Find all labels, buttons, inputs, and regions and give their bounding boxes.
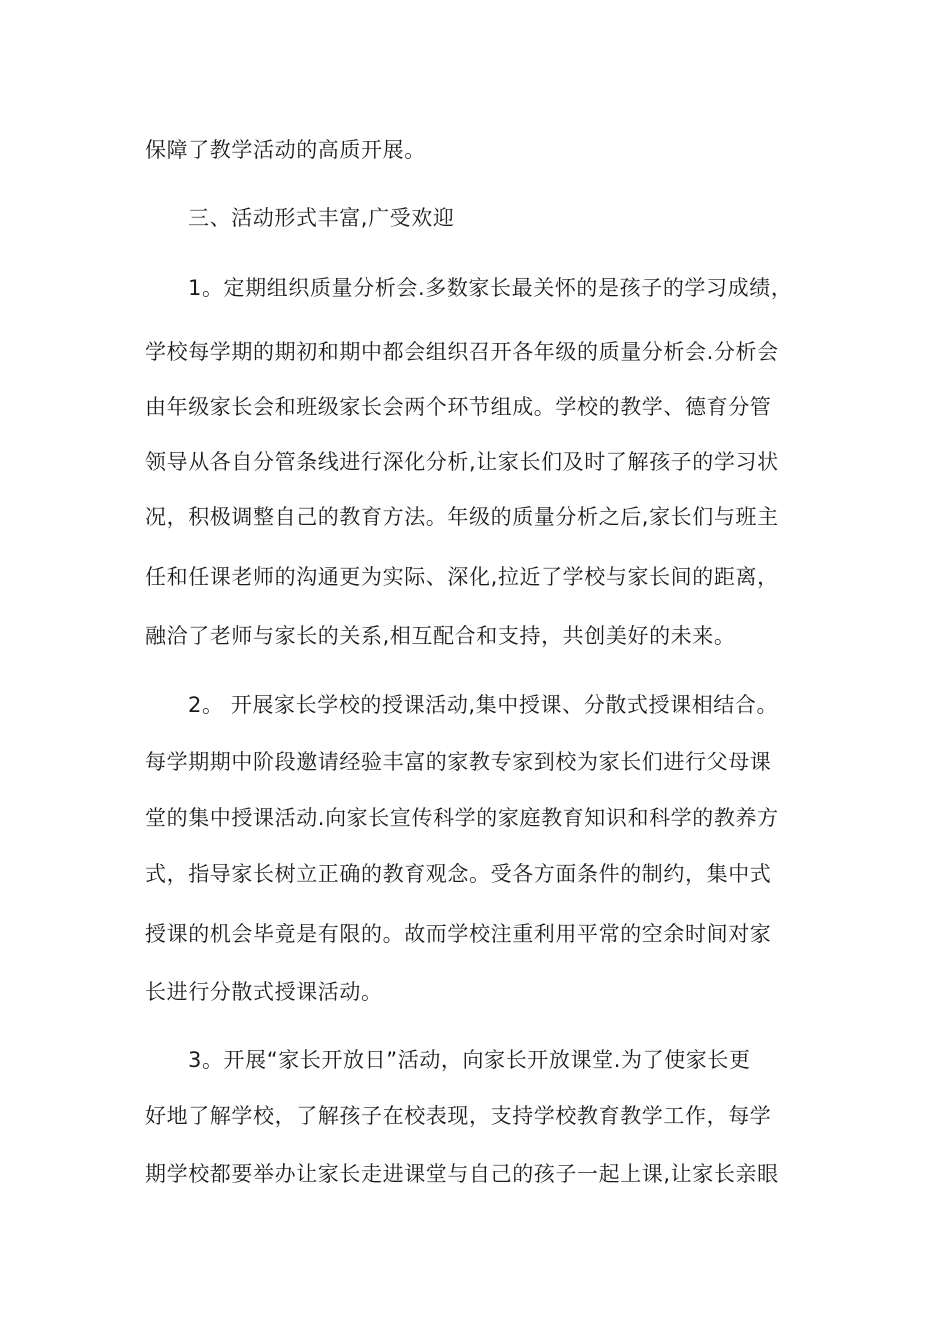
paragraph-line: 好地了解学校，了解孩子在校表现，支持学校教育教学工作，每学 [145,1104,772,1128]
paragraph-line: 式，指导家长树立正确的教育观念。受各方面条件的制约，集中式 [145,862,772,886]
paragraph-line: 3。开展“家长开放日”活动，向家长开放课堂.为了使家长更 [188,1048,751,1072]
section-heading: 三、活动形式丰富,广受欢迎 [188,206,455,230]
paragraph-line: 2。 开展家长学校的授课活动,集中授课、分散式授课相结合。 [188,693,779,717]
paragraph-line: 任和任课老师的沟通更为实际、深化,拉近了学校与家长间的距离， [145,565,779,589]
paragraph-line: 堂的集中授课活动.向家长宣传科学的家庭教育知识和科学的教养方 [145,806,779,830]
paragraph-line: 学校每学期的期初和期中都会组织召开各年级的质量分析会.分析会 [145,340,779,364]
paragraph-line: 由年级家长会和班级家长会两个环节组成。学校的教学、德育分管 [145,395,772,419]
paragraph-line: 保障了教学活动的高质开展。 [145,138,426,162]
paragraph-line: 授课的机会毕竟是有限的。故而学校注重利用平常的空余时间对家 [145,922,772,946]
paragraph-line: 1。定期组织质量分析会.多数家长最关怀的是孩子的学习成绩， [188,276,793,300]
paragraph-line: 长进行分散式授课活动。 [145,980,383,1004]
paragraph-line: 况，积极调整自己的教育方法。年级的质量分析之后,家长们与班主 [145,505,779,529]
paragraph-line: 期学校都要举办让家长走进课堂与自己的孩子一起上课,让家长亲眼 [145,1162,779,1186]
paragraph-line: 每学期期中阶段邀请经验丰富的家教专家到校为家长们进行父母课 [145,750,772,774]
paragraph-line: 融洽了老师与家长的关系,相互配合和支持，共创美好的未来。 [145,624,736,648]
paragraph-line: 领导从各自分管条线进行深化分析,让家长们及时了解孩子的学习状 [145,450,779,474]
